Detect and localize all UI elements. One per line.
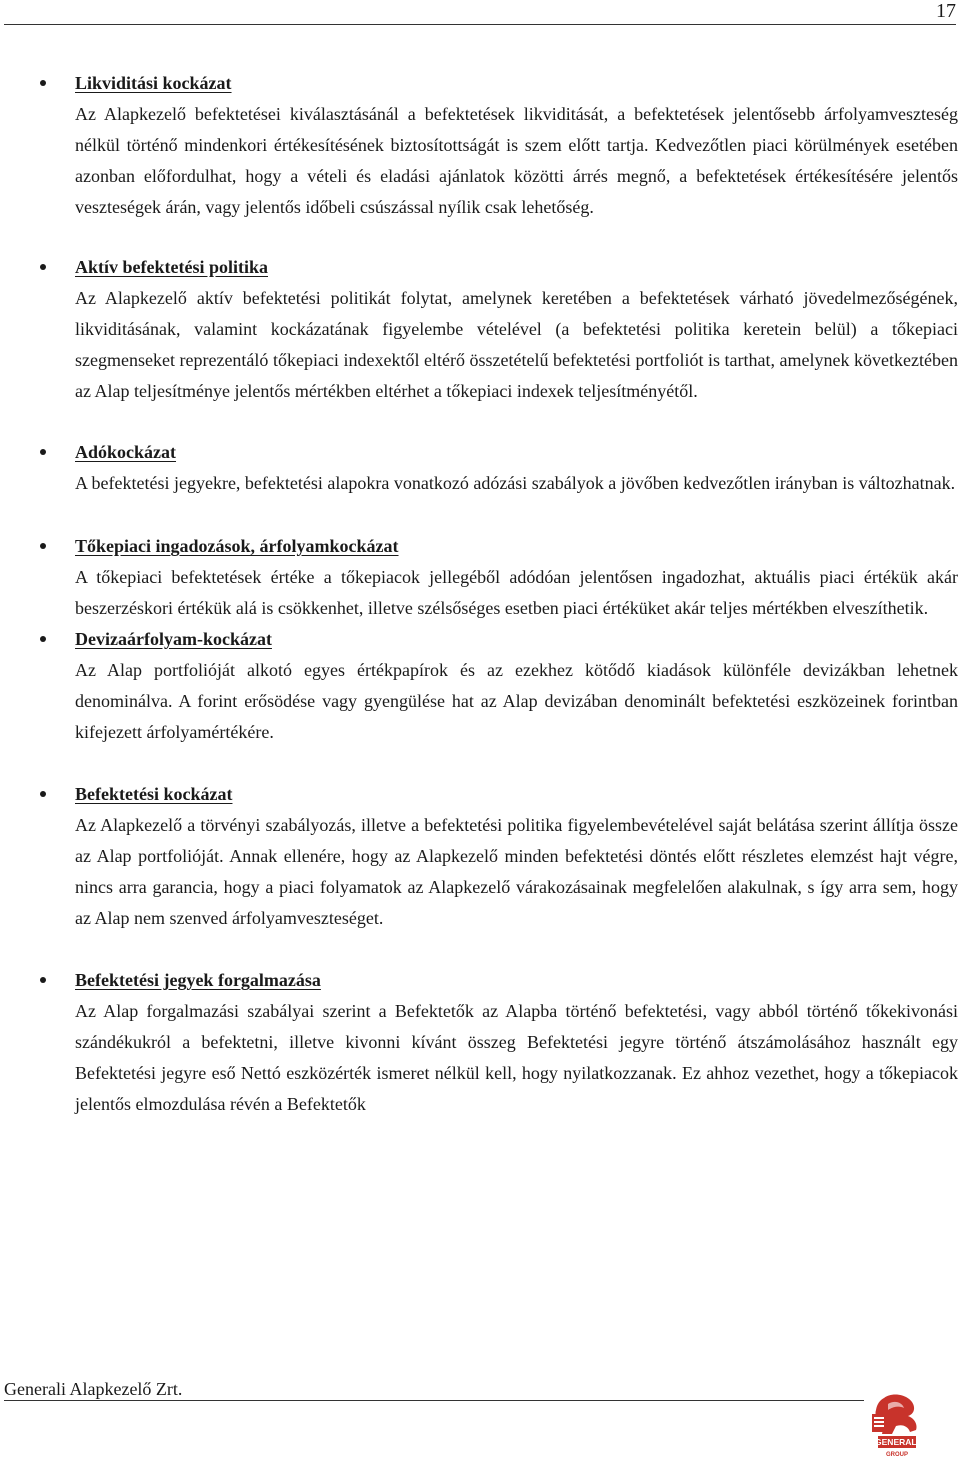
section-heading: Tőkepiaci ingadozások, árfolyamkockázat — [75, 536, 399, 556]
logo-text: GENERALI — [875, 1437, 919, 1447]
section-text: Az Alap portfolióját alkotó egyes értékpapírok és az ezekhez kötődő kiadások különféle devizákban lehetnek denominálva. A forint erősödése vagy gyengülése hat az Alap devizában denominált befektetési eszközeinek forintban kifejezett árfolyamértékére. — [75, 660, 958, 742]
section-heading: Likviditási kockázat — [75, 73, 232, 93]
bullet-icon — [40, 264, 46, 270]
section-text: Az Alapkezelő befektetései kiválasztásánál a befektetések likviditását, a befektetések jelentősebb árfolyamveszteség nélkül történő mindenkori értékesítésének biztosítottságát is szem előtt tartja. Kedvezőtlen piaci körülmények esetében azonban előfordulhat, hogy a vételi és eladási ajánlatok közötti árrés megnő, a befektetések értékesítésére jelentős veszteségek árán, vagy jelentős időbeli csúszással nyílik csak lehetőség. — [75, 104, 958, 217]
bullet-icon — [40, 80, 46, 86]
section-text: A tőkepiaci befektetések értéke a tőkepiacok jellegéből adódóan jelentősen ingadozhat, aktuális piaci értékük akár beszerzéskori értékük alá is csökkenhet, illetve szélsőséges esetben piaci értéküket akár teljes mértékben elveszíthetik. — [75, 567, 958, 618]
section-heading: Aktív befektetési politika — [75, 257, 268, 277]
bullet-icon — [40, 977, 46, 983]
section-heading: Befektetési jegyek forgalmazása — [75, 970, 321, 990]
bullet-icon — [40, 791, 46, 797]
page-number: 17 — [936, 0, 956, 22]
section-text: Az Alapkezelő a törvényi szabályozás, illetve a befektetési politika figyelembevételével saját belátása szerint állítja össze az Alap portfolióját. Annak ellenére, hogy az Alapkezelő minden befektetési döntés előtt részletes elemzést hajt végre, nincs arra garancia, hogy a piaci folyamatok az Alapkezelő várakozásainak megfelelően alakulnak, s így arra sem, hogy az Alap nem szenved árfolyamveszteséget. — [75, 815, 958, 928]
section-text: A befektetési jegyekre, befektetési alapokra vonatkozó adózási szabályok a jövőben kedvezőtlen irányban is változhatnak. — [75, 473, 956, 493]
bullet-icon — [40, 449, 46, 455]
section-heading: Devizaárfolyam-kockázat — [75, 629, 272, 649]
generali-logo — [866, 1392, 928, 1464]
bullet-icon — [40, 543, 46, 549]
footer-company-name: Generali Alapkezelő Zrt. — [4, 1379, 183, 1399]
header-divider — [4, 24, 956, 25]
logo-subtext: GROUP — [885, 1452, 909, 1458]
section-aktiv-befektetesi-politika — [0, 252, 960, 407]
section-text: Az Alapkezelő aktív befektetési politikát folytat, amelynek keretében a befektetések várható jövedelmezőségének, likviditásának, valamint kockázatának figyelembe vételével (a befektetési politika keretein belül) a tőkepiaci szegmenseket reprezentáló tőkepiaci indexektől eltérő összetételű befektetési portfoliót is tarthat, amelynek következtében az Alap teljesítménye jelentős mértékben eltérhet a tőkepiaci indexek teljesítményétől. — [75, 288, 958, 401]
section-befektetesi-jegyek-forgalmazasa — [0, 965, 960, 1120]
section-adokockazat — [0, 437, 960, 499]
footer-divider — [4, 1400, 864, 1401]
section-tokepiaci-ingadozasok — [0, 531, 960, 624]
section-likviditasi-kockazat — [0, 68, 960, 223]
document-body — [0, 68, 960, 1120]
section-heading: Befektetési kockázat — [75, 784, 233, 804]
section-text: Az Alap forgalmazási szabályai szerint a Befektetők az Alapba történő befektetési, vagy abból történő tőkekivonási szándékukról a befektetni, illetve kivonni kívánt összeg Befektetési jegyre történő átszámolásához használt egy Befektetési jegyre eső Nettó eszközérték ismeret nélkül kell, hogy nyilatkozzanak. Ez ahhoz vezethet, hogy a tőkepiacok jelentős elmozdulása révén a Befektetők — [75, 1001, 958, 1114]
section-heading: Adókockázat — [75, 442, 177, 462]
section-devizaarfolyam-kockazat — [0, 624, 960, 748]
generali-lion-icon — [866, 1392, 928, 1464]
bullet-icon — [40, 636, 46, 642]
section-befektetesi-kockazat — [0, 779, 960, 934]
